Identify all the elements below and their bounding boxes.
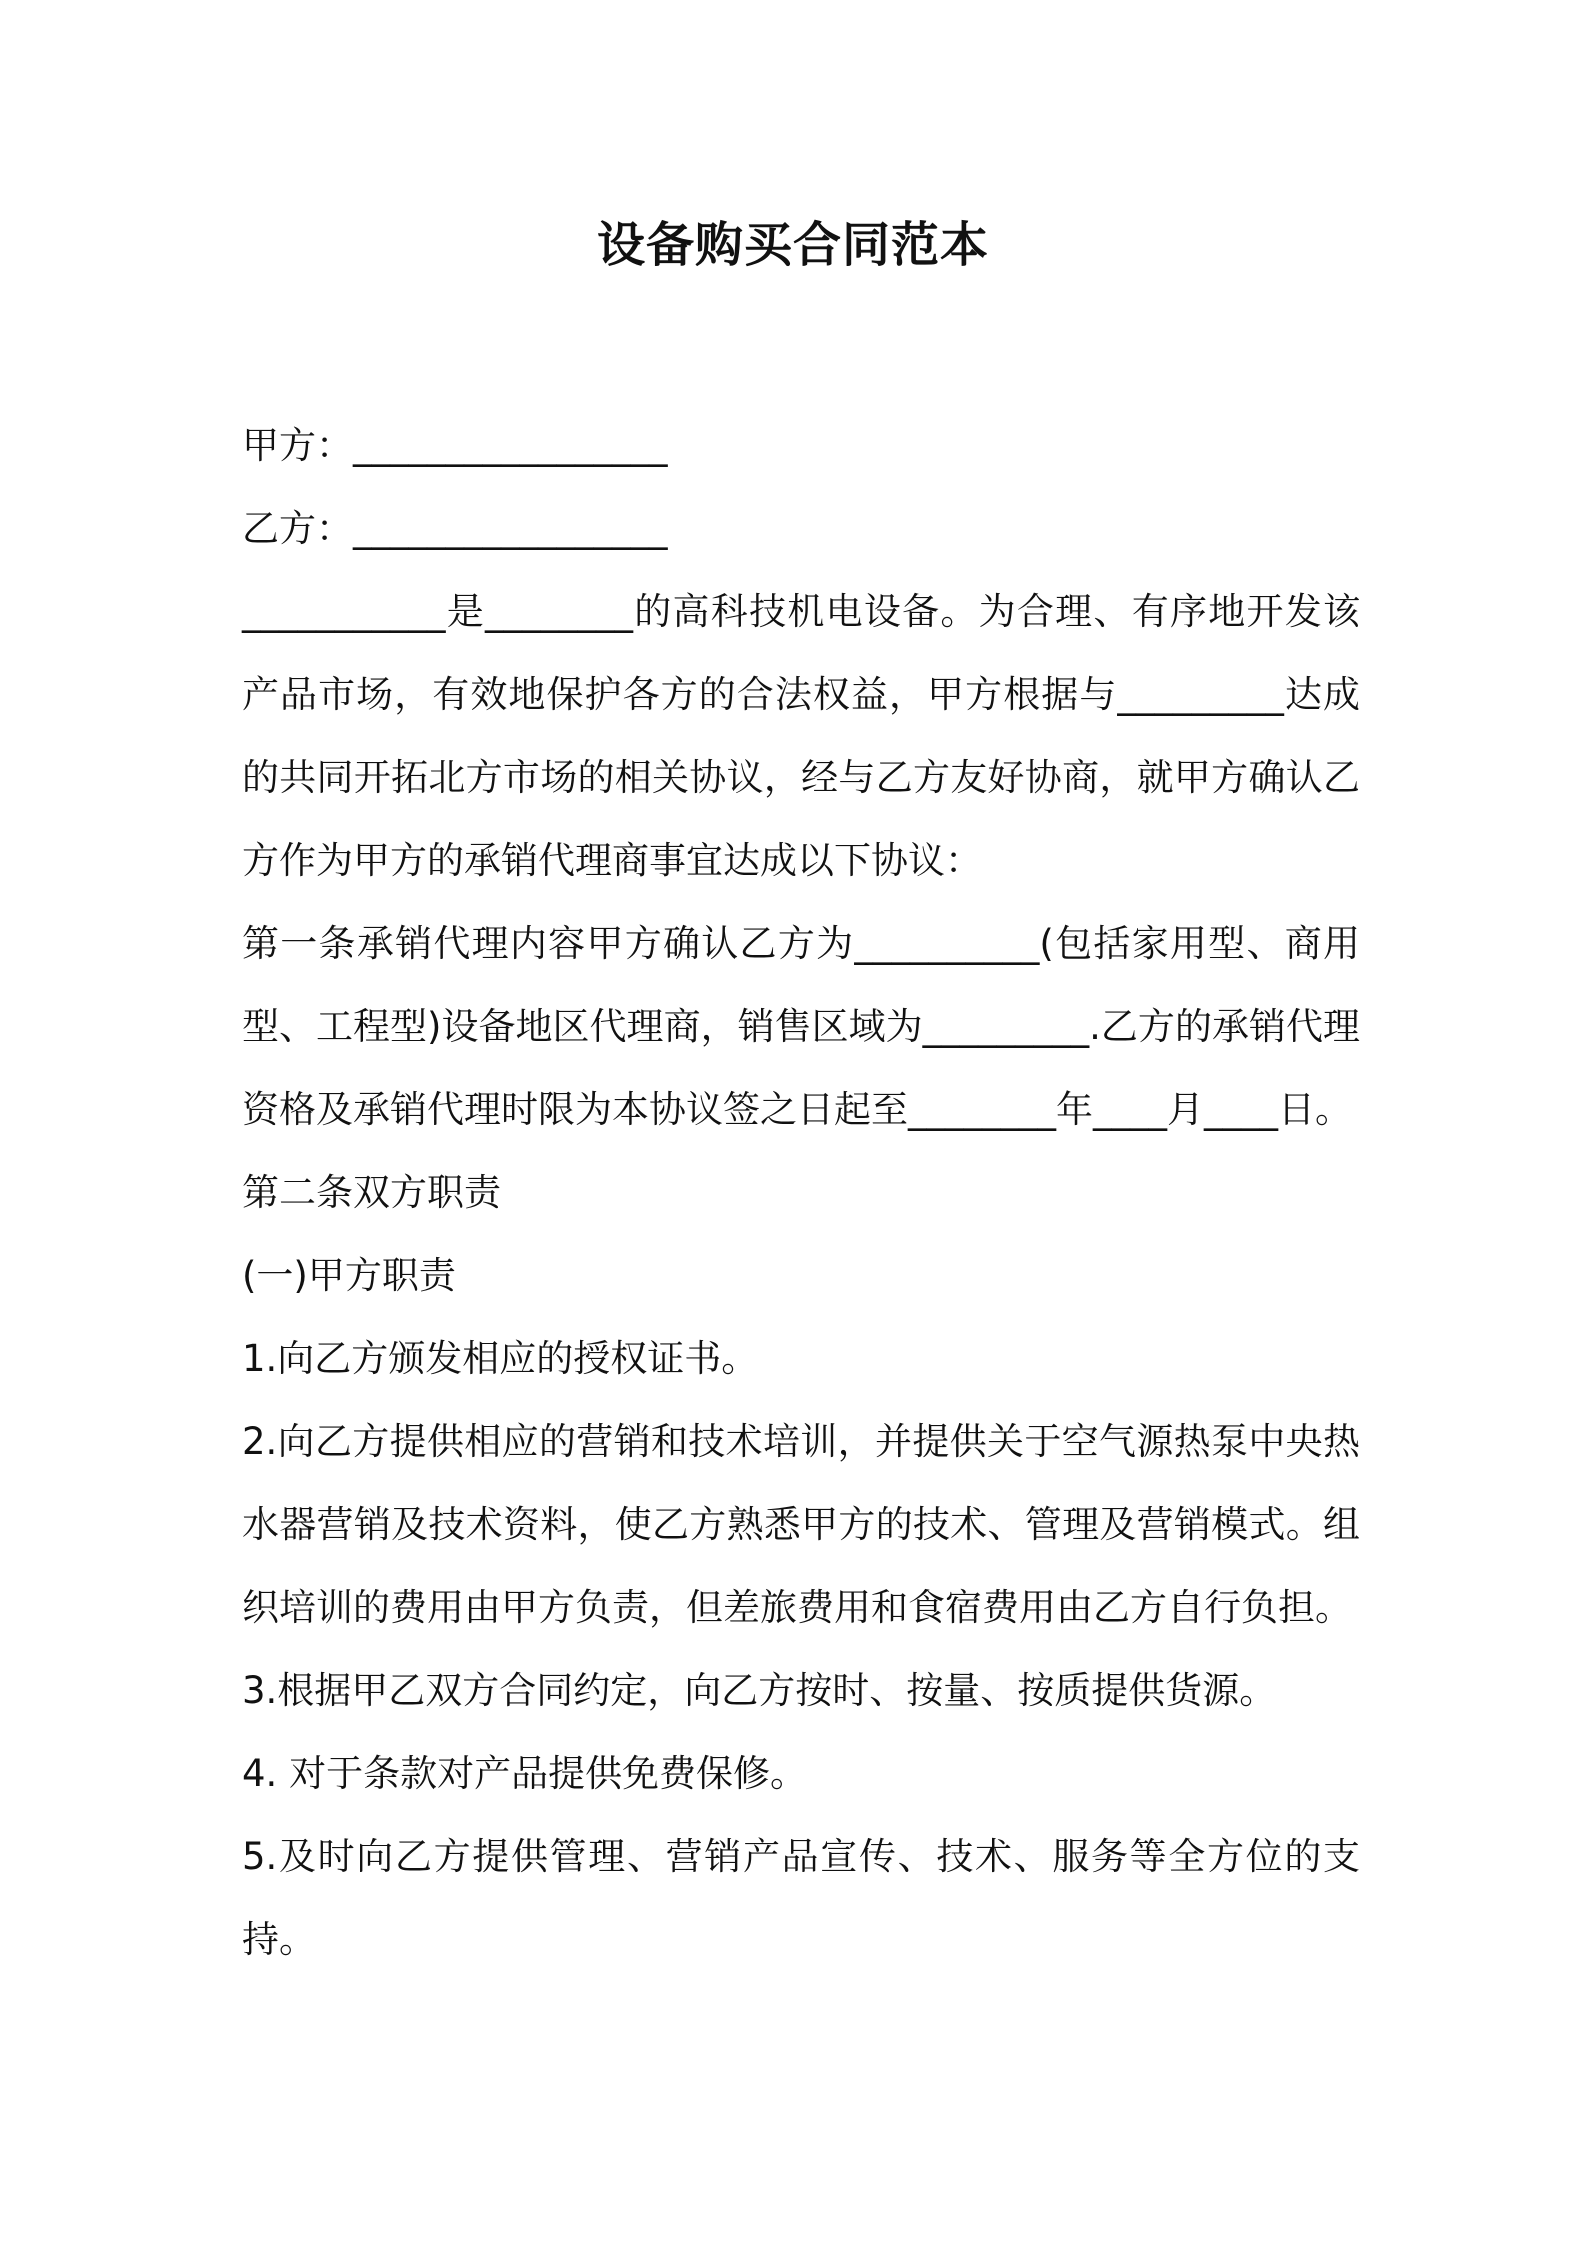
- duty-item-2: 2.向乙方提供相应的营销和技术培训，并提供关于空气源热泵中央热水器营销及技术资料，使乙方熟悉甲方的技术、管理及营销模式。组织培训的费用由甲方负责，但差旅费用和食宿费用由乙方自行负担。: [242, 1420, 1360, 1629]
- preamble-paragraph: ___________是________的高科技机电设备。为合理、有序地开发该产品市场，有效地保护各方的合法权益，甲方根据与_________达成的共同开拓北方市场的相关协议，经与乙方友好协商，就甲方确认乙方作为甲方的承销代理商事宜达成以下协议：: [242, 590, 1360, 882]
- duty-item-5: 5.及时向乙方提供管理、营销产品宣传、技术、服务等全方位的支持。: [242, 1835, 1360, 1961]
- duty-item-1: 1.向乙方颁发相应的授权证书。: [242, 1337, 759, 1380]
- document-body: [242, 404, 1360, 1981]
- duty-item-3: 3.根据甲乙双方合同约定，向乙方按时、按量、按质提供货源。: [242, 1669, 1277, 1712]
- article-one-paragraph: 第一条承销代理内容甲方确认乙方为__________(包括家用型、商用型、工程型)设备地区代理商，销售区域为_________.乙方的承销代理资格及承销代理时限为本协议签之日起至________年____月____日。: [242, 922, 1360, 1131]
- duty-item-4: 4. 对于条款对产品提供免费保修。: [242, 1752, 808, 1795]
- document-title: 设备购买合同范本: [596, 217, 989, 273]
- party-a-line: 甲方：_________________: [242, 424, 668, 467]
- party-b-line: 乙方：_________________: [242, 507, 668, 550]
- section-heading-party-a-duties: (一)甲方职责: [242, 1254, 456, 1297]
- article-two-heading: 第二条双方职责: [242, 1171, 501, 1214]
